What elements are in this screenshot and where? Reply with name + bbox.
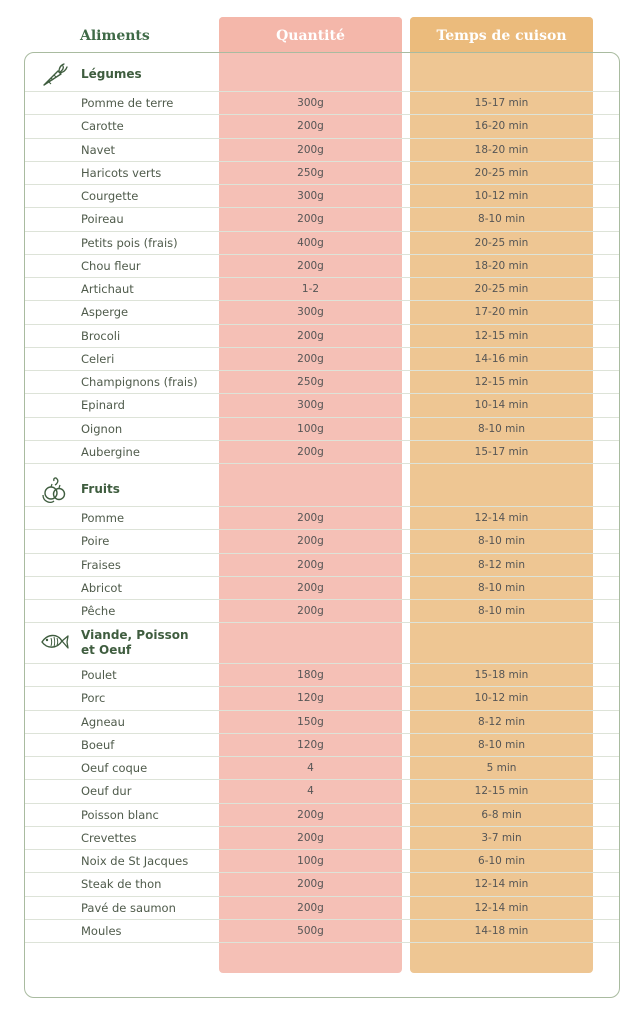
table-row	[25, 418, 619, 441]
food-name: Navet	[81, 142, 116, 157]
quantity-cell: 200g	[297, 213, 324, 226]
food-name: Agneau	[81, 714, 125, 729]
time-cell: 18-20 min	[474, 259, 529, 272]
food-name: Pomme de terre	[81, 96, 174, 110]
time-cell: 18-20 min	[474, 143, 529, 156]
quantity-cell: 4	[307, 785, 314, 798]
quantity-column-header: Quantité	[276, 28, 345, 44]
category-label	[81, 628, 189, 658]
quantity-cell: 4	[307, 762, 314, 774]
time-cell: 8-12 min	[478, 558, 525, 571]
quantity-cell: 300g	[297, 306, 324, 319]
food-column-header: Aliments	[80, 28, 150, 44]
food-name: Pavé de saumon	[81, 900, 176, 915]
time-cell: 8-10 min	[478, 535, 525, 548]
quantity-cell: 120g	[297, 692, 324, 705]
quantity-cell: 1-2	[301, 283, 320, 295]
table-row	[25, 897, 619, 920]
table-row	[25, 441, 619, 464]
quantity-cell: 120g	[297, 738, 324, 751]
table-row	[25, 301, 619, 324]
quantity-cell: 200g	[297, 352, 324, 365]
table-row	[25, 278, 619, 301]
table-row	[25, 139, 619, 162]
time-cell: 16-20 min	[474, 120, 529, 133]
time-cell: 8-10 min	[478, 605, 525, 617]
food-name: Oignon	[81, 421, 123, 436]
food-name: Boeuf	[81, 737, 115, 752]
category-label-line: et Oeuf	[81, 643, 132, 657]
table-row	[25, 920, 619, 943]
fruits-icon	[39, 475, 69, 505]
food-name: Oeuf coque	[81, 761, 148, 775]
food-name: Porc	[81, 691, 106, 706]
food-name: Oeuf dur	[81, 784, 132, 799]
quantity-cell: 200g	[297, 581, 324, 594]
food-name: Carotte	[81, 119, 124, 134]
category-label: Fruits	[81, 482, 120, 496]
time-cell: 8-10 min	[478, 738, 525, 751]
table-row	[25, 507, 619, 530]
quantity-cell: 500g	[297, 924, 324, 937]
time-cell: 17-20 min	[474, 306, 529, 319]
food-name: Aubergine	[81, 444, 140, 459]
table-row	[25, 185, 619, 208]
food-name: Courgette	[81, 189, 139, 203]
time-cell: 8-12 min	[478, 715, 525, 728]
table-row	[25, 255, 619, 278]
food-name: Noix de St Jacques	[81, 854, 189, 868]
quantity-cell: 250g	[297, 166, 324, 179]
time-cell: 8-10 min	[478, 581, 525, 594]
time-cell: 3-7 min	[481, 831, 522, 844]
time-cell: 10-14 min	[474, 399, 529, 412]
time-cell: 20-25 min	[474, 283, 529, 295]
quantity-cell: 200g	[297, 535, 324, 548]
table-row	[25, 348, 619, 371]
food-name: Brocoli	[81, 328, 121, 343]
food-name: Champignons (frais)	[81, 375, 198, 389]
table-row	[25, 757, 619, 780]
time-cell: 8-10 min	[478, 422, 525, 435]
table-row	[25, 664, 619, 687]
table-row	[25, 827, 619, 850]
food-name: Steak de thon	[81, 877, 162, 892]
table-row	[25, 394, 619, 417]
food-name: Poisson blanc	[81, 807, 159, 822]
time-column-header: Temps de cuison	[436, 28, 567, 44]
food-name: Artichaut	[81, 282, 134, 296]
table-row	[25, 577, 619, 600]
quantity-cell: 100g	[297, 422, 324, 435]
table-row	[25, 804, 619, 827]
food-name: Abricot	[81, 580, 122, 595]
time-cell: 14-18 min	[474, 924, 529, 937]
quantity-cell: 250g	[297, 376, 324, 388]
food-name: Crevettes	[81, 830, 137, 845]
table-row	[25, 162, 619, 185]
category-0	[25, 57, 619, 92]
time-cell: 12-15 min	[474, 785, 529, 798]
quantity-cell: 100g	[297, 855, 324, 867]
table-row	[25, 711, 619, 734]
time-cell: 15-17 min	[474, 97, 529, 109]
time-cell: 15-18 min	[474, 669, 529, 681]
table-row	[25, 850, 619, 873]
table-row	[25, 325, 619, 348]
quantity-cell: 200g	[297, 831, 324, 844]
quantity-cell: 150g	[297, 715, 324, 728]
time-cell: 6-10 min	[478, 855, 525, 867]
food-name: Asperge	[81, 305, 129, 320]
time-cell: 10-12 min	[474, 190, 529, 202]
fish-icon	[39, 627, 69, 657]
time-cell: 20-25 min	[474, 166, 529, 179]
food-name: Fraises	[81, 557, 121, 572]
quantity-cell: 200g	[297, 512, 324, 524]
food-name: Pêche	[81, 604, 116, 618]
time-cell: 12-15 min	[474, 329, 529, 342]
table-row	[25, 554, 619, 577]
food-name: Epinard	[81, 398, 125, 413]
quantity-cell: 300g	[297, 97, 324, 109]
table-row	[25, 530, 619, 553]
food-name: Moules	[81, 923, 122, 938]
table-row	[25, 92, 619, 115]
food-name: Pomme	[81, 511, 125, 525]
food-name: Poire	[81, 534, 110, 549]
table-row	[25, 600, 619, 623]
food-name: Celeri	[81, 351, 115, 366]
time-cell: 12-14 min	[474, 901, 529, 914]
time-cell: 14-16 min	[474, 352, 529, 365]
food-name: Poireau	[81, 212, 124, 227]
time-cell: 12-14 min	[474, 512, 529, 524]
quantity-cell: 200g	[297, 445, 324, 458]
time-cell: 15-17 min	[474, 445, 529, 458]
table-row	[25, 232, 619, 255]
food-name: Poulet	[81, 668, 117, 682]
quantity-cell: 200g	[297, 120, 324, 133]
table-row	[25, 371, 619, 394]
quantity-cell: 400g	[297, 236, 324, 249]
food-name: Petits pois (frais)	[81, 235, 178, 250]
category-1	[25, 472, 619, 507]
table-row	[25, 734, 619, 757]
quantity-cell: 300g	[297, 190, 324, 202]
time-cell: 6-8 min	[481, 808, 522, 821]
quantity-cell: 200g	[297, 901, 324, 914]
time-cell: 5 min	[486, 762, 517, 774]
quantity-cell: 200g	[297, 878, 324, 891]
quantity-cell: 300g	[297, 399, 324, 412]
category-label: Légumes	[81, 67, 142, 81]
time-cell: 8-10 min	[478, 213, 525, 226]
quantity-cell: 200g	[297, 259, 324, 272]
quantity-cell: 180g	[297, 669, 324, 681]
time-cell: 12-14 min	[474, 878, 529, 891]
time-cell: 20-25 min	[474, 236, 529, 249]
food-name: Chou fleur	[81, 258, 141, 273]
table-row	[25, 115, 619, 138]
category-label-line: Viande, Poisson	[81, 628, 189, 642]
quantity-cell: 200g	[297, 143, 324, 156]
table-row	[25, 687, 619, 710]
category-2	[25, 622, 619, 664]
table-row	[25, 780, 619, 803]
quantity-cell: 200g	[297, 558, 324, 571]
table-row	[25, 873, 619, 896]
food-name: Haricots verts	[81, 165, 162, 180]
quantity-cell: 200g	[297, 605, 324, 617]
time-cell: 10-12 min	[474, 692, 529, 705]
quantity-cell: 200g	[297, 808, 324, 821]
quantity-cell: 200g	[297, 329, 324, 342]
carrot-icon	[39, 60, 69, 90]
time-cell: 12-15 min	[474, 376, 529, 388]
table-row	[25, 208, 619, 231]
